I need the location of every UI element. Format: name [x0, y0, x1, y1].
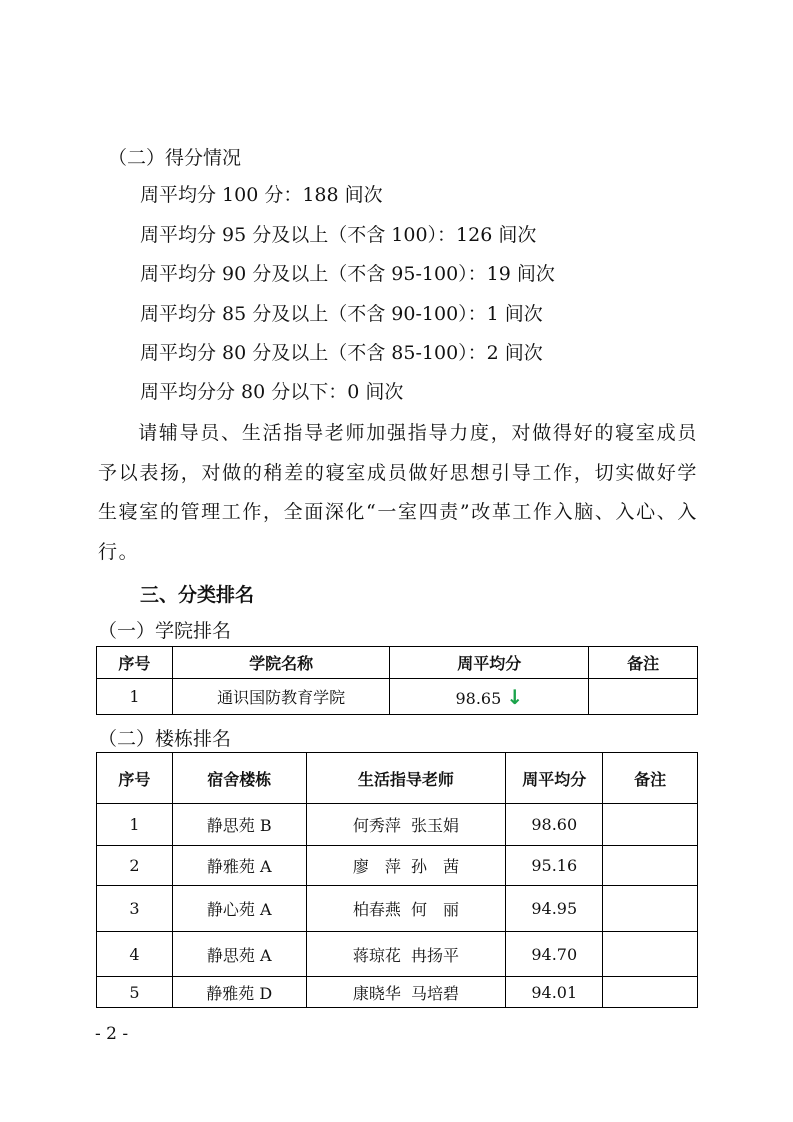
teacher-cell: 康晓华 马培碧 — [306, 977, 506, 1008]
note-cell — [589, 679, 698, 715]
table-row — [97, 886, 698, 932]
building-cell: 静心苑 A — [172, 886, 306, 932]
rank-cell: 1 — [97, 804, 173, 846]
rank-cell: 2 — [97, 846, 173, 886]
rank-cell: 5 — [97, 977, 173, 1008]
score-cell: 94.70 — [506, 932, 603, 977]
building-cell: 静雅苑 D — [172, 977, 306, 1008]
guidance-paragraph — [98, 414, 698, 572]
table-row — [97, 679, 698, 715]
college-ranking-table — [96, 646, 698, 715]
table-row — [97, 932, 698, 977]
college-name-cell: 通识国防教育学院 — [172, 679, 390, 715]
note-cell — [603, 977, 698, 1008]
rank-cell: 3 — [97, 886, 173, 932]
ranking-section-title: 三、分类排名 — [140, 584, 255, 606]
note-cell — [603, 886, 698, 932]
college-ranking-caption: （一）学院排名 — [98, 620, 232, 642]
building-ranking-table — [96, 752, 698, 1008]
table-row — [97, 804, 698, 846]
note-cell — [603, 932, 698, 977]
score-cell — [390, 679, 589, 715]
table-header-row — [97, 753, 698, 804]
arrow-down-icon: ↓ — [506, 684, 524, 709]
header-cell: 周平均分 — [506, 753, 603, 804]
score-item: 周平均分分 80 分以下：0 间次 — [140, 381, 404, 403]
table-header-row — [97, 647, 698, 679]
teacher-cell: 蒋琼花 冉扬平 — [306, 932, 506, 977]
table-row — [97, 846, 698, 886]
header-cell: 序号 — [97, 753, 173, 804]
score-item: 周平均分 80 分及以上（不含 85-100）：2 间次 — [140, 342, 543, 364]
teacher-cell: 廖 萍 孙 茜 — [306, 846, 506, 886]
header-cell: 备注 — [603, 753, 698, 804]
score-cell: 98.60 — [506, 804, 603, 846]
header-cell: 周平均分 — [390, 647, 589, 679]
score-item: 周平均分 95 分及以上（不含 100）：126 间次 — [140, 224, 537, 246]
teacher-cell: 柏春燕 何 丽 — [306, 886, 506, 932]
score-cell: 94.95 — [506, 886, 603, 932]
score-section-title: （二）得分情况 — [108, 147, 242, 169]
score-item: 周平均分 100 分：188 间次 — [140, 184, 383, 206]
score-item: 周平均分 90 分及以上（不含 95-100）：19 间次 — [140, 263, 555, 285]
score-value: 98.65 — [455, 688, 502, 708]
score-cell: 95.16 — [506, 846, 603, 886]
building-cell: 静雅苑 A — [172, 846, 306, 886]
teacher-cell: 何秀萍 张玉娟 — [306, 804, 506, 846]
rank-cell: 4 — [97, 932, 173, 977]
header-cell: 备注 — [589, 647, 698, 679]
building-ranking-caption: （二）楼栋排名 — [98, 728, 232, 750]
building-cell: 静思苑 A — [172, 932, 306, 977]
page-number: - 2 - — [95, 1024, 129, 1044]
header-cell: 宿舍楼栋 — [172, 753, 306, 804]
note-cell — [603, 846, 698, 886]
header-cell: 序号 — [97, 647, 173, 679]
building-cell: 静思苑 B — [172, 804, 306, 846]
score-item: 周平均分 85 分及以上（不含 90-100）：1 间次 — [140, 303, 543, 325]
rank-cell: 1 — [97, 679, 173, 715]
guidance-text: 请辅导员、生活指导老师加强指导力度，对做得好的寝室成员予以表扬，对做的稍差的寝室成员做好思想引导工作，切实做好学生寝室的管理工作，全面深化“一室四责”改革工作入脑、入心、入行。 — [98, 422, 698, 563]
score-cell: 94.01 — [506, 977, 603, 1008]
header-cell: 学院名称 — [172, 647, 390, 679]
note-cell — [603, 804, 698, 846]
header-cell: 生活指导老师 — [306, 753, 506, 804]
table-row — [97, 977, 698, 1008]
